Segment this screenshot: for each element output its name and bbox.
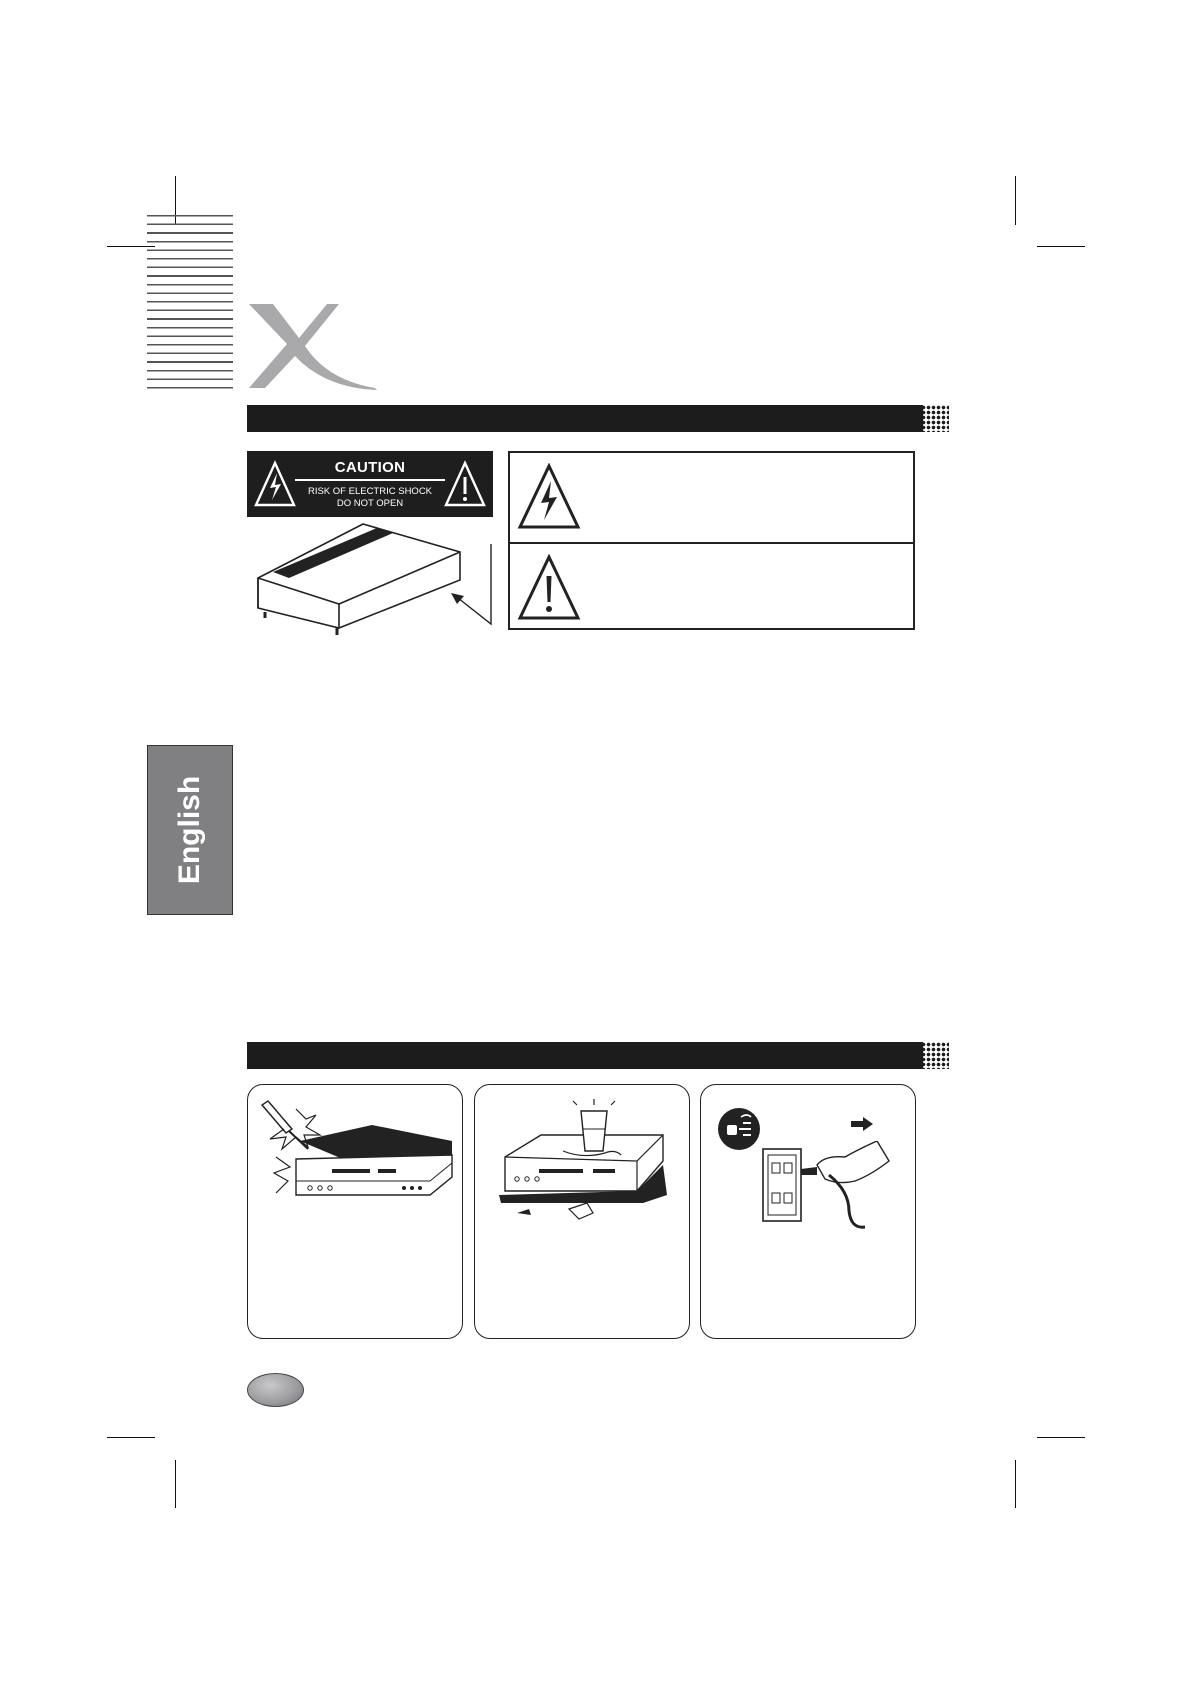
crop-mark xyxy=(175,1460,176,1508)
language-tab xyxy=(147,745,233,915)
crop-mark xyxy=(107,1437,155,1438)
device-illustration xyxy=(253,520,503,640)
arrow-right-icon xyxy=(851,1117,873,1131)
language-tab-label: English xyxy=(173,775,206,885)
exclamation-warning-icon xyxy=(443,460,487,508)
section-bar-fade xyxy=(921,405,949,432)
section-bar xyxy=(247,405,923,432)
caution-label xyxy=(247,451,493,517)
header-stripes xyxy=(147,215,233,390)
caution-rule xyxy=(295,479,445,481)
crop-mark xyxy=(1015,176,1016,225)
lightning-warning-icon xyxy=(517,463,581,531)
safety-panel-no-open xyxy=(247,1084,463,1339)
unplug-icon xyxy=(717,1107,761,1151)
warning-symbols-box xyxy=(508,451,915,630)
crop-mark xyxy=(1037,246,1085,247)
section-bar xyxy=(247,1042,923,1069)
screwdriver-illustration xyxy=(256,1097,456,1207)
caution-title: CAUTION xyxy=(334,459,406,476)
caution-line2: DO NOT OPEN xyxy=(336,498,404,509)
wall-outlet-illustration xyxy=(759,1141,899,1231)
page-number-badge xyxy=(247,1373,304,1407)
brand-logo xyxy=(245,300,380,392)
safety-panel-unplug xyxy=(700,1084,916,1339)
crop-mark xyxy=(1015,1460,1016,1508)
crop-mark xyxy=(1037,1437,1085,1438)
exclamation-warning-icon xyxy=(517,554,581,622)
safety-panel-no-liquids xyxy=(474,1084,690,1339)
section-bar-fade xyxy=(921,1042,949,1069)
liquid-illustration xyxy=(483,1095,683,1225)
caution-line1: RISK OF ELECTRIC SHOCK xyxy=(307,486,433,497)
warning-divider xyxy=(510,542,913,544)
